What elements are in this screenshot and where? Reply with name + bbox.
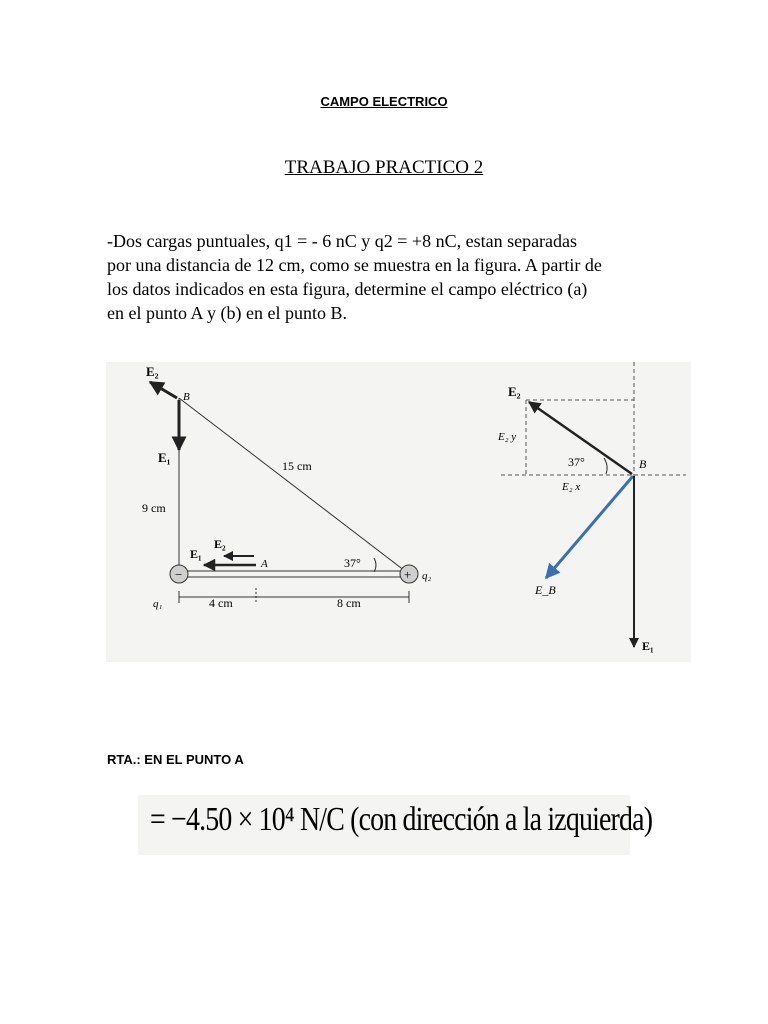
charge-q2-label: q₂ [422,570,432,582]
e2-arrow [150,382,177,398]
e2-a-label: E₂ [214,537,226,551]
point-b-label: B [639,457,647,471]
eb-label: E_B [535,583,556,597]
charge-q2-sign: + [404,567,412,582]
charge-q1-label: q₁ [153,598,163,610]
distance-label-4cm: 4 cm [209,596,233,610]
point-b-label: B [183,391,190,403]
point-a-label: A [261,558,268,570]
hypotenuse-label: 15 cm [282,459,312,473]
e2-label: E₂ [146,364,159,379]
problem-line: por una distancia de 12 cm, como se muestra en la figura. A partir de [107,255,602,275]
figure-svg [106,362,691,662]
left-diagram [142,364,432,610]
problem-line: -Dos cargas puntuales, q1 = - 6 nC y q2 = +8 nC, estan separadas [107,231,578,251]
problem-line: los datos indicados en esta figura, determine el campo eléctrico (a) [107,279,588,299]
eb-arrow [546,476,633,578]
angle-arc [604,458,607,474]
page-subheading: TRABAJO PRACTICO 2 [284,157,484,178]
vertical-label: 9 cm [142,501,166,515]
e1-label: E₁ [158,450,171,465]
e1-label: E₁ [642,639,654,653]
e2-label: E₂ [508,384,521,399]
answer-equation-box [138,795,653,855]
charge-q1-sign: − [175,567,183,582]
problem-statement [107,229,687,325]
distance-label-8cm: 8 cm [337,596,361,610]
problem-line: en el punto A y (b) en el punto B. [107,303,347,323]
angle-arc [374,558,376,572]
angle-label: 37° [344,556,361,570]
answer-equation: = −4.50 × 10⁴ N/C (con dirección a la izquierda) [150,801,653,838]
e2y-label: E₂ y [498,431,517,443]
answer-label: RTA.: EN EL PUNTO A [107,752,244,767]
angle-label: 37° [568,455,585,469]
e2x-label: E₂ x [562,481,581,493]
electric-field-figure [106,362,691,662]
e1-a-label: E₁ [190,547,202,561]
page-heading: CAMPO ELECTRICO [320,94,448,109]
right-diagram [497,362,686,653]
